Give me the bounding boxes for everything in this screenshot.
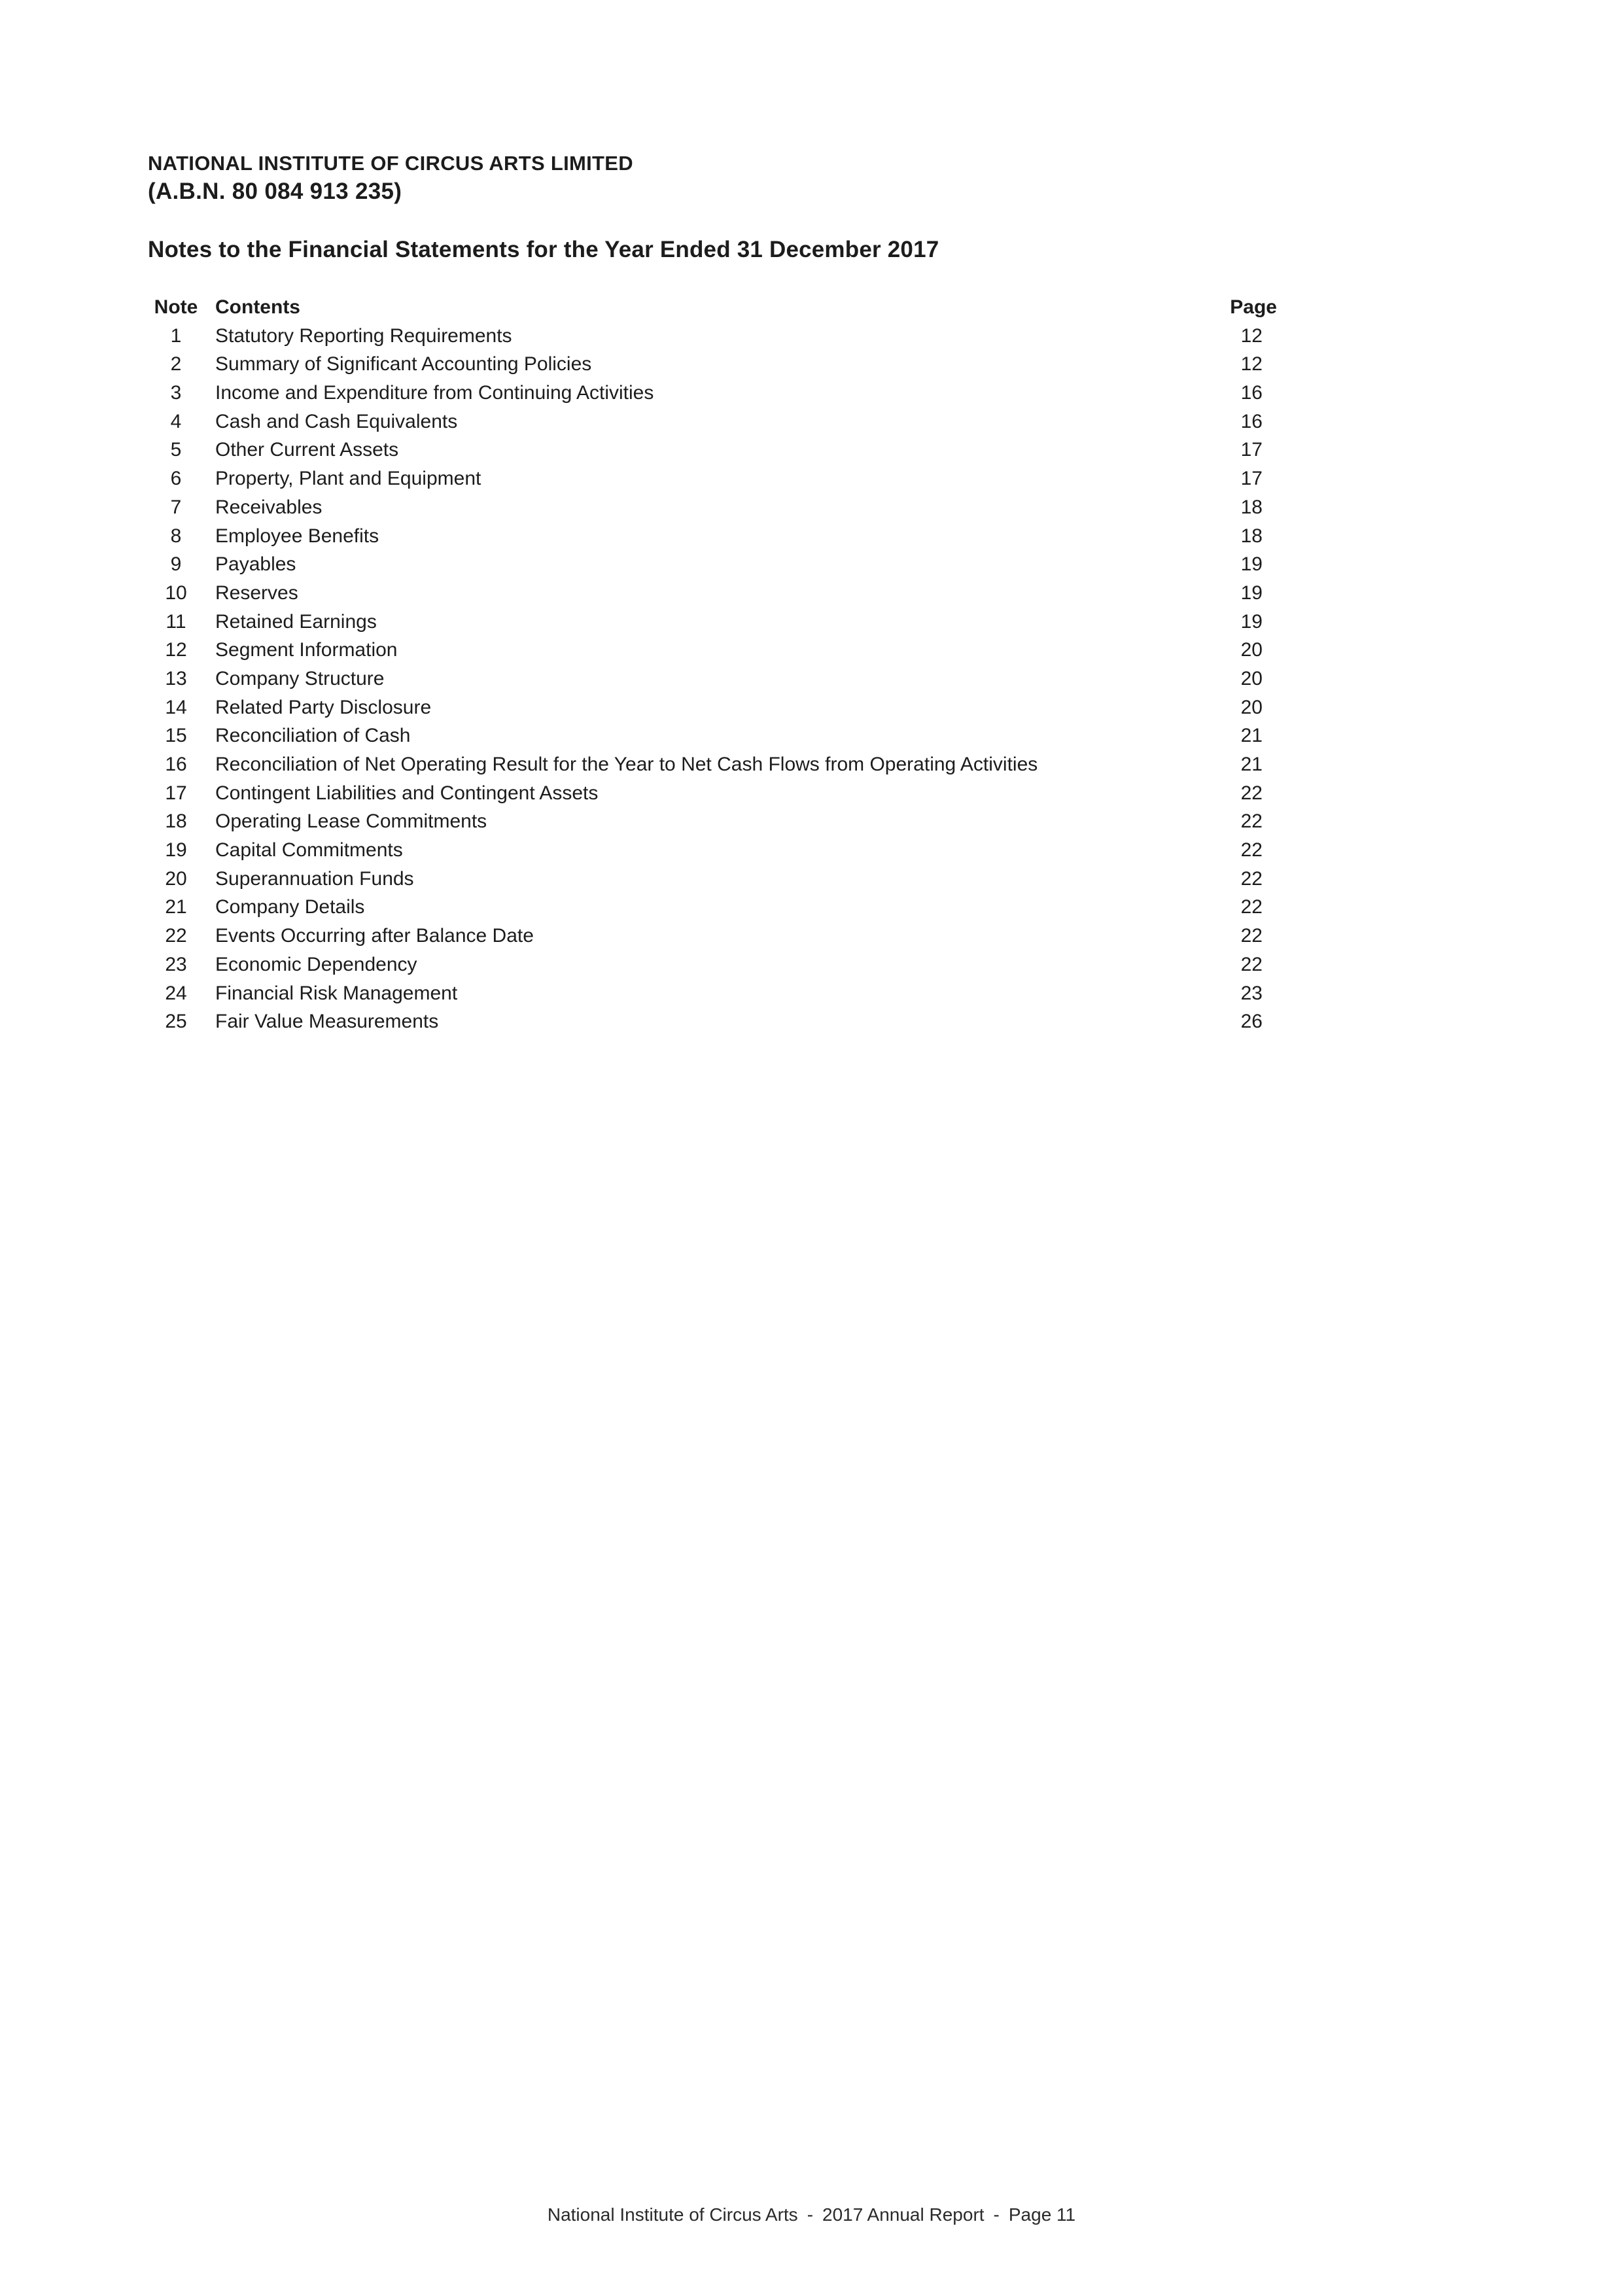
page-footer <box>0 2204 1623 2225</box>
toc-note-number: 4 <box>170 410 182 432</box>
toc-note-title: Statutory Reporting Requirements <box>215 324 512 347</box>
toc-note-title: Reserves <box>215 582 298 604</box>
toc-note-number: 22 <box>165 925 187 947</box>
toc-page-number: 23 <box>1240 982 1263 1004</box>
table-row <box>150 579 1308 608</box>
toc-note-title: Segment Information <box>215 639 398 661</box>
toc-note-title: Reconciliation of Net Operating Result for the Year to Net Cash Flows from Operating Activities <box>215 754 1038 775</box>
toc-page-number: 22 <box>1240 953 1263 975</box>
toc-note-number: 19 <box>165 839 187 861</box>
table-row <box>150 493 1308 522</box>
toc-note-title: Financial Risk Management <box>215 982 458 1004</box>
toc-note-title: Company Details <box>215 896 365 918</box>
table-row <box>150 408 1308 436</box>
toc-note-title: Fair Value Measurements <box>215 1011 439 1033</box>
toc-note-title: Employee Benefits <box>215 525 379 547</box>
footer-page-number: Page 11 <box>1008 2204 1076 2225</box>
toc-note-title: Contingent Liabilities and Contingent Assets <box>215 782 599 804</box>
toc-note-title: Superannuation Funds <box>215 867 414 890</box>
page-title: Notes to the Financial Statements for the Year Ended 31 December 2017 <box>148 237 939 262</box>
table-row <box>150 608 1308 636</box>
toc-note-number: 3 <box>170 382 182 404</box>
toc-page-number: 20 <box>1240 639 1263 661</box>
table-row <box>150 807 1308 836</box>
toc-header-note: Note <box>154 296 198 318</box>
toc-page-number: 16 <box>1240 410 1263 432</box>
table-row <box>150 922 1308 950</box>
toc-note-title: Retained Earnings <box>215 610 377 633</box>
toc-note-title: Operating Lease Commitments <box>215 810 487 833</box>
footer-separator: - <box>993 2204 1000 2225</box>
toc-header-contents: Contents <box>215 296 300 318</box>
toc-note-number: 18 <box>165 810 187 833</box>
toc-page-number: 17 <box>1240 468 1263 490</box>
toc-page-number: 21 <box>1240 754 1263 775</box>
table-row <box>150 979 1308 1008</box>
toc-page-number: 19 <box>1240 610 1263 633</box>
toc-note-title: Economic Dependency <box>215 953 417 975</box>
table-row <box>150 722 1308 750</box>
table-row <box>150 522 1308 551</box>
toc-note-title: Receivables <box>215 496 323 518</box>
toc-note-number: 16 <box>165 754 187 775</box>
toc-note-number: 25 <box>165 1011 187 1033</box>
table-row <box>150 836 1308 865</box>
toc-page-number: 12 <box>1240 353 1263 375</box>
toc-page-number: 17 <box>1240 439 1263 461</box>
toc-note-number: 12 <box>165 639 187 661</box>
toc-page-number: 20 <box>1240 696 1263 718</box>
toc-page-number: 22 <box>1240 810 1263 833</box>
toc-note-number: 5 <box>170 439 182 461</box>
toc-note-number: 10 <box>165 582 187 604</box>
table-row <box>150 693 1308 722</box>
toc-note-number: 14 <box>165 696 187 718</box>
toc-note-number: 17 <box>165 782 187 804</box>
toc-page-number: 22 <box>1240 925 1263 947</box>
toc-note-number: 6 <box>170 468 182 490</box>
toc-page-number: 16 <box>1240 382 1263 404</box>
toc-header-row <box>150 293 1308 322</box>
toc-note-title: Events Occurring after Balance Date <box>215 925 534 947</box>
toc-note-title: Property, Plant and Equipment <box>215 468 481 490</box>
toc-note-number: 7 <box>170 496 182 518</box>
toc-page-number: 21 <box>1240 725 1263 747</box>
toc-table <box>150 293 1308 1036</box>
footer-separator: - <box>807 2204 814 2225</box>
table-row <box>150 950 1308 979</box>
toc-page-number: 22 <box>1240 896 1263 918</box>
toc-header-page: Page <box>1230 296 1277 318</box>
toc-page-number: 19 <box>1240 553 1263 576</box>
toc-note-title: Income and Expenditure from Continuing Activities <box>215 382 654 404</box>
toc-note-number: 23 <box>165 953 187 975</box>
toc-page-number: 26 <box>1240 1011 1263 1033</box>
toc-note-title: Related Party Disclosure <box>215 696 432 718</box>
table-row <box>150 379 1308 408</box>
toc-note-title: Reconciliation of Cash <box>215 725 411 747</box>
table-row <box>150 893 1308 922</box>
toc-note-title: Capital Commitments <box>215 839 403 861</box>
table-row <box>150 436 1308 464</box>
abn: (A.B.N. 80 084 913 235) <box>148 179 402 204</box>
toc-note-number: 9 <box>170 553 182 576</box>
toc-note-title: Company Structure <box>215 667 385 689</box>
table-row <box>150 750 1308 779</box>
org-name: NATIONAL INSTITUTE OF CIRCUS ARTS LIMITED <box>148 152 633 175</box>
toc-page-number: 20 <box>1240 667 1263 689</box>
toc-page-number: 12 <box>1240 324 1263 347</box>
toc-page-number: 22 <box>1240 782 1263 804</box>
toc-note-number: 8 <box>170 525 182 547</box>
toc-note-number: 11 <box>166 610 186 633</box>
toc-note-number: 2 <box>170 353 182 375</box>
table-row <box>150 865 1308 894</box>
table-row <box>150 779 1308 808</box>
table-row <box>150 464 1308 493</box>
toc-page-number: 22 <box>1240 867 1263 890</box>
toc-page-number: 22 <box>1240 839 1263 861</box>
toc-note-number: 21 <box>165 896 187 918</box>
toc-note-title: Other Current Assets <box>215 439 399 461</box>
toc-note-number: 20 <box>165 867 187 890</box>
table-row <box>150 636 1308 665</box>
table-row <box>150 350 1308 379</box>
table-row <box>150 665 1308 693</box>
toc-note-title: Payables <box>215 553 296 576</box>
toc-note-number: 24 <box>165 982 187 1004</box>
footer-org: National Institute of Circus Arts <box>547 2204 798 2225</box>
table-row <box>150 1007 1308 1036</box>
toc-page-number: 19 <box>1240 582 1263 604</box>
toc-note-title: Cash and Cash Equivalents <box>215 410 458 432</box>
toc-note-number: 15 <box>165 725 187 747</box>
toc-note-number: 1 <box>170 324 182 347</box>
footer-report: 2017 Annual Report <box>822 2204 985 2225</box>
table-row <box>150 322 1308 351</box>
toc-page-number: 18 <box>1240 496 1263 518</box>
toc-note-title: Summary of Significant Accounting Policies <box>215 353 592 375</box>
toc-note-number: 13 <box>165 667 187 689</box>
table-row <box>150 550 1308 579</box>
toc-page-number: 18 <box>1240 525 1263 547</box>
